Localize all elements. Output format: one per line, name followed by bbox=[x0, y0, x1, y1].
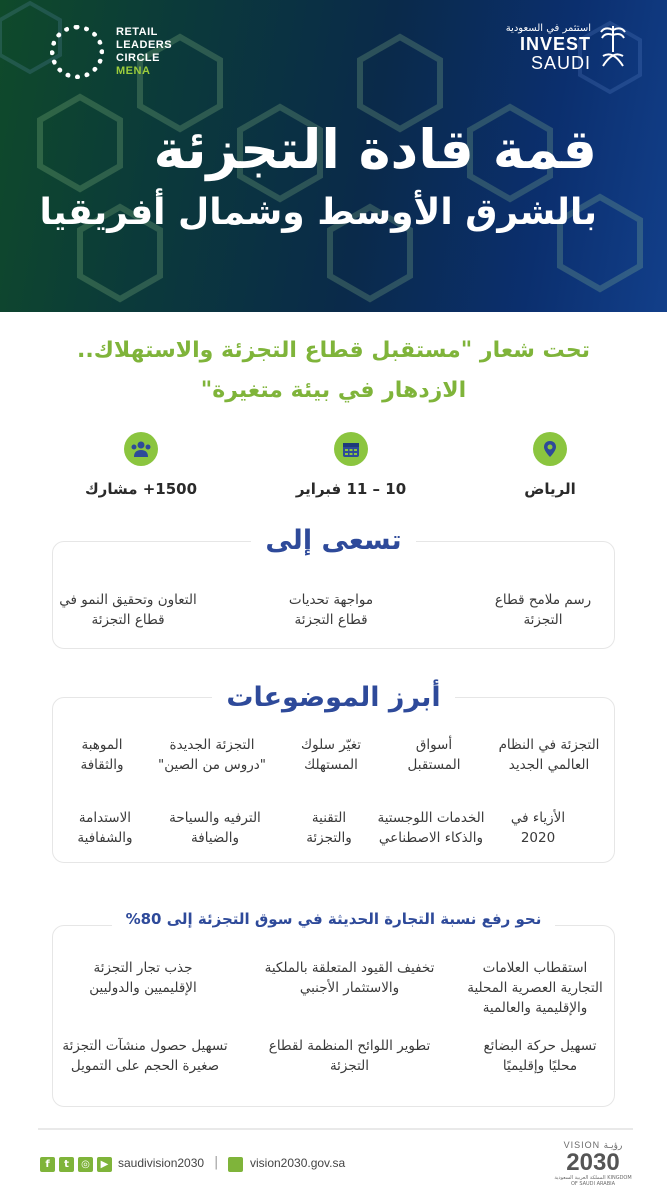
logo-word: LEADERS bbox=[116, 39, 173, 51]
social-icons bbox=[40, 1157, 112, 1172]
invest-saudi-arabic: استثمر في السعودية bbox=[505, 22, 591, 34]
youtube-icon[interactable]: ▶ bbox=[97, 1157, 112, 1172]
location-pin-icon bbox=[533, 432, 567, 466]
website-link[interactable]: vision2030.gov.sa bbox=[250, 1156, 346, 1170]
logo-word: CIRCLE bbox=[116, 52, 160, 64]
goal-item: تخفيف القيود المتعلقة بالملكية والاستثمار الأجنبي bbox=[264, 960, 435, 996]
aim-item: مواجهة تحديات قطاع التجزئة bbox=[288, 592, 374, 628]
vision-kingdom: المملكة العربية السعودية KINGDOM OF SAUDI ARABIA bbox=[554, 1175, 632, 1187]
event-title-line2: بالشرق الأوسط وشمال أفريقيا bbox=[39, 192, 597, 233]
topics-title: أبرز الموضوعات bbox=[0, 682, 667, 713]
footer-divider bbox=[38, 1128, 633, 1130]
stat-location bbox=[475, 432, 625, 498]
stat-date bbox=[276, 432, 426, 498]
goal-item: جذب تجار التجزئة الإقليميين والدوليين bbox=[89, 960, 197, 996]
retail-leaders-circle-logo bbox=[50, 25, 172, 79]
vision-year: 2030 bbox=[566, 1149, 620, 1176]
dotted-ring-icon bbox=[50, 25, 104, 79]
people-icon bbox=[124, 432, 158, 466]
topic-item: الترفيه والسياحة والضيافة bbox=[169, 810, 261, 846]
twitter-icon[interactable]: t bbox=[59, 1157, 74, 1172]
invest-saudi-logo bbox=[506, 22, 627, 72]
header-banner bbox=[0, 0, 667, 312]
footer-separator: | bbox=[214, 1155, 219, 1170]
goal-item: تطوير اللوائح المنظمة لقطاع التجزئة bbox=[268, 1038, 431, 1074]
goal-item: استقطاب العلامات التجارية العصرية المحلية والإقليمية والعالمية bbox=[467, 960, 603, 1016]
topic-item: الموهبة والثقافة bbox=[80, 737, 124, 773]
vision-2030-logo bbox=[553, 1140, 633, 1187]
aims-title: تسعى إلى bbox=[0, 525, 667, 556]
goal-item: تسهيل حركة البضائع محليًا وإقليميًا bbox=[483, 1038, 597, 1074]
event-title-line1: قمة قادة التجزئة bbox=[153, 118, 597, 181]
topic-item: الأزياء في 2020 bbox=[510, 810, 566, 846]
invest-word: INVEST bbox=[519, 33, 591, 54]
aim-item: التعاون وتحقيق النمو في قطاع التجزئة bbox=[59, 592, 197, 628]
topic-item: التقنية والتجزئة bbox=[306, 810, 352, 846]
participants-value: 1500+ مشارك bbox=[84, 480, 198, 498]
topic-item: التجزئة في النظام العالمي الجديد bbox=[498, 737, 600, 773]
topic-item: أسواق المستقبل bbox=[407, 737, 461, 773]
goals-title: نحو رفع نسبة التجارة الحديثة في سوق التجزئة إلى 80% bbox=[0, 910, 667, 928]
logo-word: RETAIL bbox=[116, 26, 158, 38]
home-icon[interactable] bbox=[228, 1157, 243, 1172]
topic-item: التجزئة الجديدة "دروس من الصين" bbox=[158, 737, 266, 773]
facebook-icon[interactable]: f bbox=[40, 1157, 55, 1172]
social-handle[interactable]: saudivision2030 bbox=[118, 1156, 205, 1170]
logo-word: MENA bbox=[116, 65, 151, 77]
date-value: 10 – 11 فبراير bbox=[295, 480, 407, 498]
stat-participants bbox=[66, 432, 216, 498]
topic-item: الاستدامة والشفافية bbox=[77, 810, 133, 846]
palm-swords-icon bbox=[599, 22, 627, 72]
vision-label: VISION bbox=[563, 1140, 601, 1150]
goal-item: تسهيل حصول منشآت التجزئة صغيرة الحجم على التمويل bbox=[62, 1038, 228, 1074]
vision-arabic: رؤيـة bbox=[603, 1140, 623, 1150]
slogan-line1: تحت شعار "مستقبل قطاع التجزئة والاستهلاك.. bbox=[77, 338, 590, 363]
slogan-line2: الازدهار في بيئة متغيرة" bbox=[200, 378, 467, 403]
topic-item: الخدمات اللوجستية والذكاء الاصطناعي bbox=[377, 810, 485, 846]
topic-item: تغيّر سلوك المستهلك bbox=[301, 737, 361, 773]
location-value: الرياض bbox=[524, 480, 576, 498]
saudi-word: SAUDI bbox=[530, 52, 591, 73]
calendar-icon bbox=[334, 432, 368, 466]
instagram-icon[interactable]: ◎ bbox=[78, 1157, 93, 1172]
aim-item: رسم ملامح قطاع التجزئة bbox=[494, 592, 592, 628]
